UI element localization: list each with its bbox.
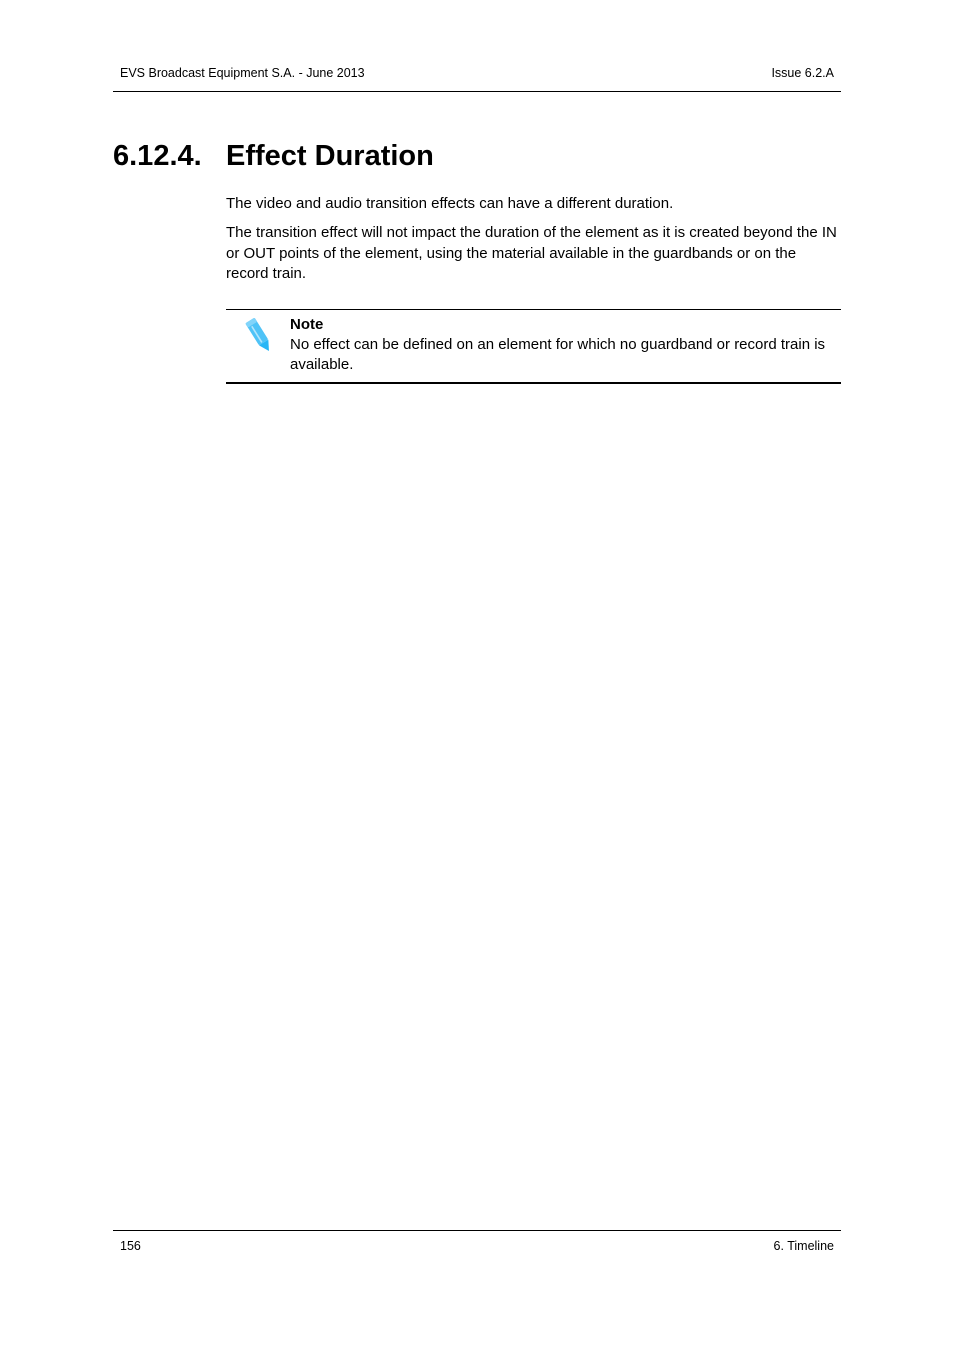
header-issue: Issue 6.2.A (771, 66, 834, 80)
page-footer (113, 1230, 841, 1253)
paragraph-1: The video and audio transition effects can have a different duration. (226, 195, 674, 212)
page-header (113, 66, 841, 92)
section-title: Effect Duration (226, 140, 434, 172)
footer-page-number: 156 (120, 1239, 141, 1253)
note-text: No effect can be defined on an element for which no guardband or record train is available. (290, 336, 826, 373)
section-number: 6.12.4. (113, 140, 202, 172)
paragraph-2: The transition effect will not impact the duration of the element as it is created beyond the IN or OUT points of the element, using the material available in the guardbands or on the record train. (226, 224, 837, 282)
footer-chapter: 6. Timeline (773, 1239, 834, 1253)
header-publisher: EVS Broadcast Equipment S.A. - June 2013 (120, 66, 365, 80)
note-box (226, 309, 841, 384)
note-title: Note (290, 316, 324, 333)
pencil-icon (242, 316, 276, 356)
section-heading (113, 140, 434, 173)
